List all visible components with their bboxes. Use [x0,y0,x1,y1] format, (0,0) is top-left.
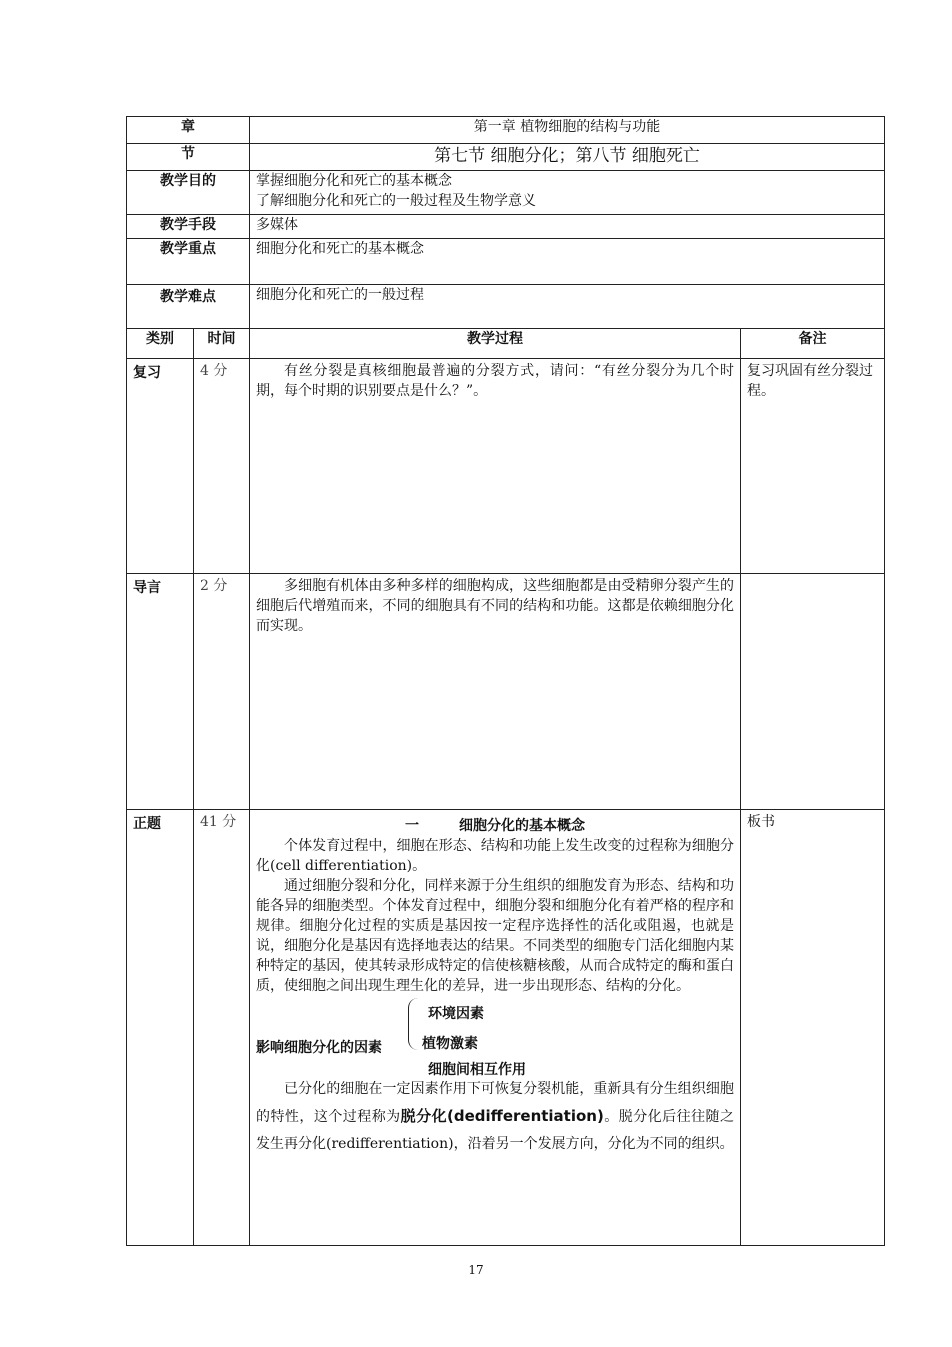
means-row [127,215,885,239]
row-time: 41 分 [194,810,250,1246]
section-title: 细胞分化的基本概念 [459,818,585,834]
row-category: 正题 [127,810,194,1246]
objective-row [127,171,885,215]
factor-item: 环境因素 [428,1006,484,1022]
column-header-process: 教学过程 [250,329,741,359]
chapter-value: 第一章 植物细胞的结构与功能 [250,117,885,144]
difficulty-value: 细胞分化和死亡的一般过程 [250,285,885,329]
factors-label: 影响细胞分化的因素 [256,1040,382,1056]
row-note: 板书 [741,810,885,1246]
row-process-text: 有丝分裂是真核细胞最普遍的分裂方式，请问：“有丝分裂分为几个时期，每个时期的识别要点是什么？”。 [256,363,734,399]
dediff-text-b: 。脱分化后往往随之发生再分化(redifferentiation)，沿着另一个发展方向，分化为不同的组织。 [256,1109,735,1152]
row-category: 导言 [127,574,194,810]
section-number: 一 [405,818,419,834]
lesson-plan-table [126,116,885,1246]
row-note [741,574,885,810]
objective-label: 教学目的 [127,171,250,215]
row-time: 4 分 [194,359,250,574]
means-label: 教学手段 [127,215,250,239]
section-row [127,144,885,171]
column-header-category: 类别 [127,329,194,359]
section-label: 节 [127,144,250,171]
factor-item: 细胞间相互作用 [428,1062,526,1078]
row-process-text: 多细胞有机体由多种多样的细胞构成，这些细胞都是由受精卵分裂产生的细胞后代增殖而来，不同的细胞具有不同的结构和功能。这都是依赖细胞分化而实现。 [256,578,734,634]
row-note: 复习巩固有丝分裂过程。 [741,359,885,574]
chapter-row [127,117,885,144]
table-row [127,359,885,574]
section-heading [256,816,734,836]
table-row [127,810,885,1246]
row-process [250,810,741,1246]
difficulty-row [127,285,885,329]
paragraph-mechanism: 通过细胞分裂和分化，同样来源于分生组织的细胞发育为形态、结构和功能各异的细胞类型。个体发育过程中，细胞分裂和细胞分化有着严格的程序和规律。细胞分化过程的实质是基因按一定程序选择性的活化或阻遏，也就是说，细胞分化是基因有选择地表达的结果。不同类型的细胞专门活化细胞内某种特定的基因，使其转录形成特定的信使核糖核酸，从而合成特定的酶和蛋白质，使细胞之间出现生理生化的差异，进一步出现形态、结构的分化。 [256,878,734,994]
page-number: 17 [468,1263,484,1277]
paragraph-definition: 个体发育过程中，细胞在形态、结构和功能上发生改变的过程称为细胞分化(cell differentiation)。 [256,838,734,874]
row-category: 复习 [127,359,194,574]
left-brace-icon [408,998,419,1050]
column-header-notes: 备注 [741,329,885,359]
column-header-time: 时间 [194,329,250,359]
section-value: 第七节 细胞分化；第八节 细胞死亡 [250,144,885,171]
key-point-row [127,239,885,285]
factor-item: 植物激素 [422,1036,478,1052]
dediff-term: 脱分化(dedifferentiation) [400,1107,604,1125]
factors-diagram [256,996,734,1078]
chapter-label: 章 [127,117,250,144]
dediff-text-a: 已分化的细胞在一定因素作用下可恢复分裂机能，重新具有分生组织细胞的特性，这个过程称为 [256,1081,734,1125]
column-header-row [127,329,885,359]
difficulty-label: 教学难点 [127,285,250,329]
key-point-value: 细胞分化和死亡的基本概念 [250,239,885,285]
objective-value [250,171,885,215]
row-time: 2 分 [194,574,250,810]
table-row [127,574,885,810]
paragraph-dedifferentiation [256,1076,734,1158]
row-process [250,574,741,810]
objective-line: 了解细胞分化和死亡的一般过程及生物学意义 [256,193,536,209]
key-point-label: 教学重点 [127,239,250,285]
means-value: 多媒体 [250,215,885,239]
objective-line: 掌握细胞分化和死亡的基本概念 [256,173,452,189]
row-process [250,359,741,574]
